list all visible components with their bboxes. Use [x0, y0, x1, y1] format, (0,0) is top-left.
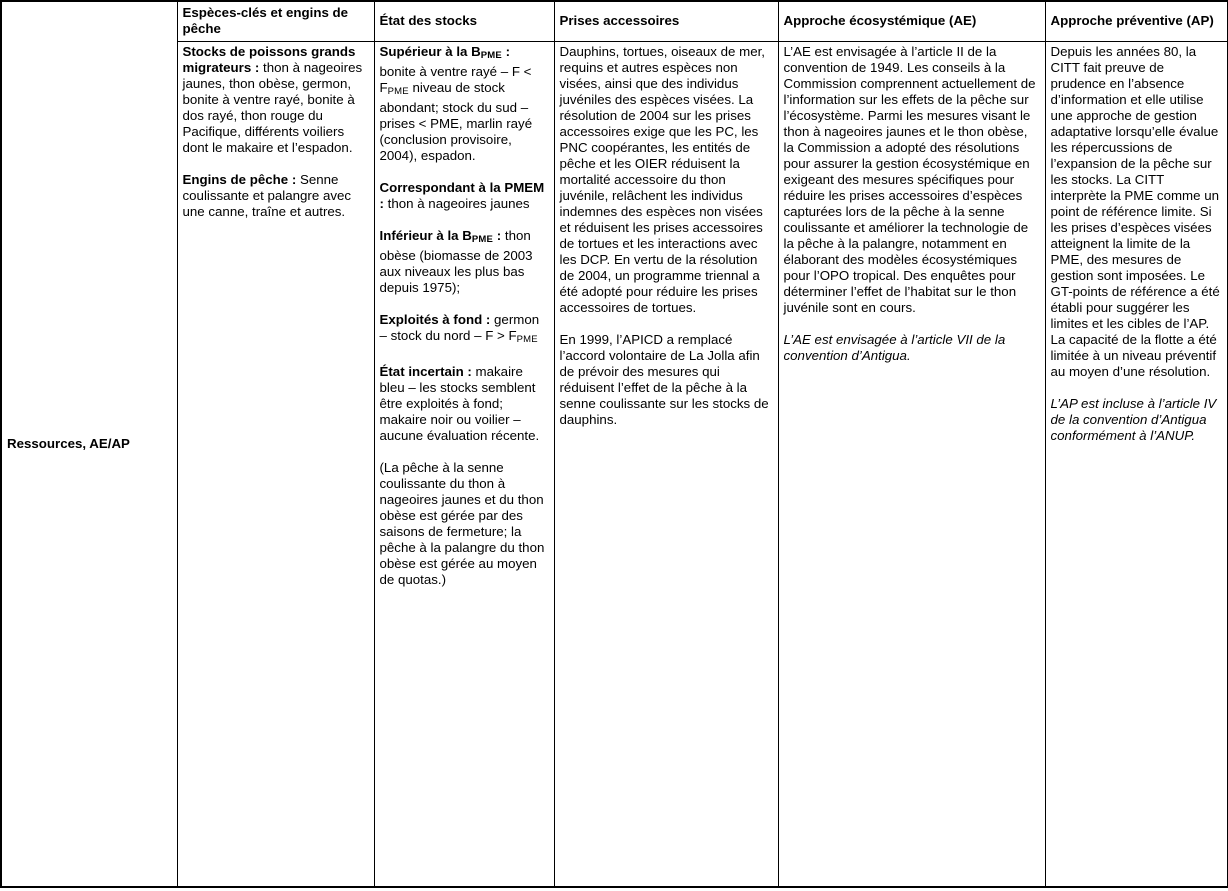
cell-paragraph: L’AE est envisagée à l’article VII de la convention d’Antigua. [783, 331, 1006, 363]
cell-paragraph: Engins de pêche : Senne coulissante et palangre avec une canne, traîne et autres. [182, 171, 352, 219]
cell-paragraph: Supérieur à la $B_{PME}$ : bonite à ventre rayé – $F < F_{PME}$ niveau de stock abondant; stock du sud – prises < PME, marlin rayé (conclusion provisoire, 2004), espadon. [379, 43, 533, 163]
table-cell-approche-preventive [1045, 41, 1228, 887]
header-row [1, 1, 1228, 41]
table-cell-especes [177, 41, 374, 887]
table-cell-approche-ecosystemique [778, 41, 1045, 887]
cell-paragraph: Dauphins, tortues, oiseaux de mer, requins et autres espèces non visées, ainsi que des individus juvéniles des espèces visées. La résolution de 2004 sur les prises accessoires exige que les PC, les PNC coopérantes, les entités de pêche et les OIER réduisent la mortalité accessoire du thon juvénile, relâchent les individus indemnes des espèces non visées et réduisent les prises accessoires de tortues et les interactions avec les DCP. En vertu de la résolution de 2004, un programme triennal a été adopté pour réduire les prises accessoires de tortues. [559, 43, 765, 315]
column-header-especes: Espèces-clés et engins de pêche [177, 1, 374, 41]
cell-paragraph: Correspondant à la PMEM : thon à nageoires jaunes [379, 179, 545, 211]
column-header-prises-accessoires: Prises accessoires [554, 1, 778, 41]
cell-paragraph: Depuis les années 80, la CITT fait preuve de prudence en l’absence d’information et elle utilise une approche de gestion adaptative lorsqu’elle évalue les répercussions de l’expansion de la pêche sur les stocks. La CITT interprète la PME comme un point de référence limite. Si les prises d’espèces visées atteignent la limite de la PME, des mesures de gestion sont imposées. Le GT-points de référence a été établi pour suggérer les limites et les cibles de l’AP. La capacité de la flotte a été limitée à un niveau préventif au moyen d’une résolution. [1050, 43, 1220, 379]
cell-paragraph: L’AE est envisagée à l’article II de la convention de 1949. Les conseils à la Commission comprennent actuellement de l’information sur les effets de la pêche sur l’écosystème. Parmi les mesures visant le thon à nageoires jaunes et le thon obèse, la Commission a adopté des résolutions pour assurer la gestion écosystémique en exigeant des mesures spécifiques pour réduire les prises accessoires d’espèces capturées lors de la pêche à la senne coulissante et améliorer la technologie de la pêche à la palangre, notamment en élaborant des modèles écosystémiques pour l’OPO tropical. Des enquêtes pour déterminer l’effet de l’habitat sur le thon juvénile sont en cours. [783, 43, 1036, 315]
table-cell-prises-accessoires [554, 41, 778, 887]
column-header-approche-preventive: Approche préventive (AP) [1045, 1, 1228, 41]
table-cell-etat-stocks [374, 41, 554, 887]
cell-paragraph: Stocks de poissons grands migrateurs : thon à nageoires jaunes, thon obèse, germon, bonite à ventre rayé, bonite à dos rayé, thon rouge du Pacifique, différents voiliers dont le makaire et l’espadon. [182, 43, 363, 155]
cell-paragraph: En 1999, l’APICD a remplacé l’accord volontaire de La Jolla afin de prévoir des mesures qui réduisent l’effet de la pêche à la senne coulissante sur les stocks de dauphins. [559, 331, 769, 427]
cell-paragraph: Inférieur à la $B_{PME}$ : thon obèse (biomasse de 2003 aux niveaux les plus bas depuis 1975); [379, 227, 533, 295]
cell-paragraph: Exploités à fond : germon – stock du nord – $F > F_{PME}$ [379, 311, 540, 345]
row-label: Ressources, AE/AP [7, 436, 130, 451]
column-header-approche-ecosystemique: Approche écosystémique (AE) [778, 1, 1045, 41]
column-header-etat-stocks: État des stocks [374, 1, 554, 41]
cell-paragraph: L’AP est incluse à l’article IV de la convention d’Antigua conformément à l’ANUP. [1050, 395, 1217, 443]
row-label-cell [1, 1, 177, 887]
cell-paragraph: (La pêche à la senne coulissante du thon à nageoires jaunes et du thon obèse est gérée par des saisons de fermeture; la pêche à la palangre du thon obèse est gérée au moyen de quotas.) [379, 459, 545, 587]
cell-paragraph: État incertain : makaire bleu – les stocks semblent être exploités à fond; makaire noir ou voilier – aucune évaluation récente. [379, 363, 540, 443]
body-row [1, 41, 1228, 887]
